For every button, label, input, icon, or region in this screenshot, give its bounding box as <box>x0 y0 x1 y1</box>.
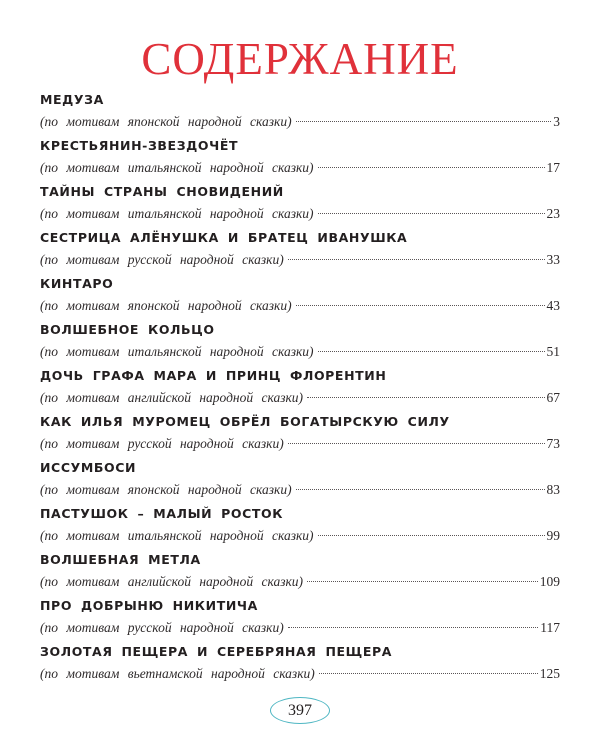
toc-entry[interactable] <box>40 272 560 318</box>
table-of-contents <box>40 88 560 686</box>
toc-entry-source-row <box>40 433 560 455</box>
dot-leader <box>318 167 545 168</box>
toc-entry-source-row <box>40 203 560 225</box>
toc-entry-source: (по мотивам английской народной сказки) <box>40 574 304 589</box>
page-number-badge: 397 <box>270 697 330 724</box>
toc-entry-source: (по мотивам японской народной сказки) <box>40 114 292 129</box>
toc-entry-title: КИНТАРО <box>40 276 114 291</box>
toc-entry-title: ПРО ДОБРЫНЮ НИКИТИЧА <box>40 598 258 613</box>
toc-entry-page: 33 <box>546 252 560 267</box>
toc-entry-source: (по мотивам итальянской народной сказки) <box>40 528 314 543</box>
toc-entry-source: (по мотивам английской народной сказки) <box>40 390 304 405</box>
toc-entry-page: 67 <box>546 390 560 405</box>
toc-entry[interactable] <box>40 640 560 686</box>
toc-entry-source-row <box>40 249 560 271</box>
toc-entry-title: КАК ИЛЬЯ МУРОМЕЦ ОБРЁЛ БОГАТЫРСКУЮ СИЛУ <box>40 414 450 429</box>
toc-entry-title: ВОЛШЕБНОЕ КОЛЬЦО <box>40 322 215 337</box>
dot-leader <box>288 627 539 628</box>
toc-entry-page: 99 <box>546 528 560 543</box>
dot-leader <box>318 351 545 352</box>
toc-entry-source: (по мотивам вьетнамской народной сказки) <box>40 666 315 681</box>
dot-leader <box>288 259 545 260</box>
toc-entry-source-row <box>40 341 560 363</box>
toc-entry-source: (по мотивам японской народной сказки) <box>40 482 292 497</box>
toc-entry-source-row <box>40 663 560 685</box>
toc-entry-source-row <box>40 617 560 639</box>
toc-entry-source: (по мотивам итальянской народной сказки) <box>40 206 314 221</box>
toc-entry-title: ВОЛШЕБНАЯ МЕТЛА <box>40 552 201 567</box>
toc-entry-source: (по мотивам итальянской народной сказки) <box>40 160 314 175</box>
toc-entry-page: 73 <box>546 436 560 451</box>
dot-leader <box>307 397 544 398</box>
toc-entry[interactable] <box>40 594 560 640</box>
dot-leader <box>296 305 545 306</box>
toc-entry-source-row <box>40 571 560 593</box>
toc-entry-title: МЕДУЗА <box>40 92 104 107</box>
toc-entry-page: 17 <box>546 160 560 175</box>
toc-entry[interactable] <box>40 548 560 594</box>
toc-entry-page: 125 <box>539 666 560 681</box>
toc-entry-source: (по мотивам русской народной сказки) <box>40 252 284 267</box>
toc-entry-source-row <box>40 157 560 179</box>
dot-leader <box>288 443 545 444</box>
toc-entry[interactable] <box>40 456 560 502</box>
toc-entry-source: (по мотивам итальянской народной сказки) <box>40 344 314 359</box>
toc-entry-title: ТАЙНЫ СТРАНЫ СНОВИДЕНИЙ <box>40 184 284 199</box>
toc-entry-page: 23 <box>546 206 560 221</box>
toc-entry[interactable] <box>40 410 560 456</box>
dot-leader <box>296 489 545 490</box>
toc-entry[interactable] <box>40 88 560 134</box>
toc-entry-title: ДОЧЬ ГРАФА МАРА И ПРИНЦ ФЛОРЕНТИН <box>40 368 387 383</box>
toc-entry-title: ИССУМБОСИ <box>40 460 137 475</box>
toc-entry-page: 51 <box>546 344 560 359</box>
toc-entry-source-row <box>40 111 560 133</box>
toc-entry[interactable] <box>40 226 560 272</box>
toc-entry-page: 83 <box>546 482 560 497</box>
page-title: СОДЕРЖАНИЕ <box>141 34 459 84</box>
toc-entry-source: (по мотивам русской народной сказки) <box>40 436 284 451</box>
toc-entry[interactable] <box>40 502 560 548</box>
dot-leader <box>318 535 545 536</box>
toc-entry[interactable] <box>40 134 560 180</box>
dot-leader <box>307 581 538 582</box>
dot-leader <box>319 673 538 674</box>
toc-entry-page: 109 <box>539 574 560 589</box>
toc-entry-source-row <box>40 295 560 317</box>
toc-entry-title: ЗОЛОТАЯ ПЕЩЕРА И СЕРЕБРЯНАЯ ПЕЩЕРА <box>40 644 392 659</box>
toc-entry-title: СЕСТРИЦА АЛЁНУШКА И БРАТЕЦ ИВАНУШКА <box>40 230 408 245</box>
toc-entry-page: 43 <box>546 298 560 313</box>
toc-entry[interactable] <box>40 180 560 226</box>
toc-entry[interactable] <box>40 318 560 364</box>
toc-entry-source-row <box>40 387 560 409</box>
toc-entry-source: (по мотивам японской народной сказки) <box>40 298 292 313</box>
dot-leader <box>296 121 552 122</box>
toc-entry-title: КРЕСТЬЯНИН-ЗВЕЗДОЧЁТ <box>40 138 239 153</box>
toc-entry-source-row <box>40 525 560 547</box>
toc-entry[interactable] <box>40 364 560 410</box>
toc-entry-source-row <box>40 479 560 501</box>
toc-entry-page: 3 <box>553 114 560 129</box>
toc-entry-source: (по мотивам русской народной сказки) <box>40 620 284 635</box>
dot-leader <box>318 213 545 214</box>
toc-entry-title: ПАСТУШОК – МАЛЫЙ РОСТОК <box>40 506 284 521</box>
toc-entry-page: 117 <box>540 620 560 635</box>
